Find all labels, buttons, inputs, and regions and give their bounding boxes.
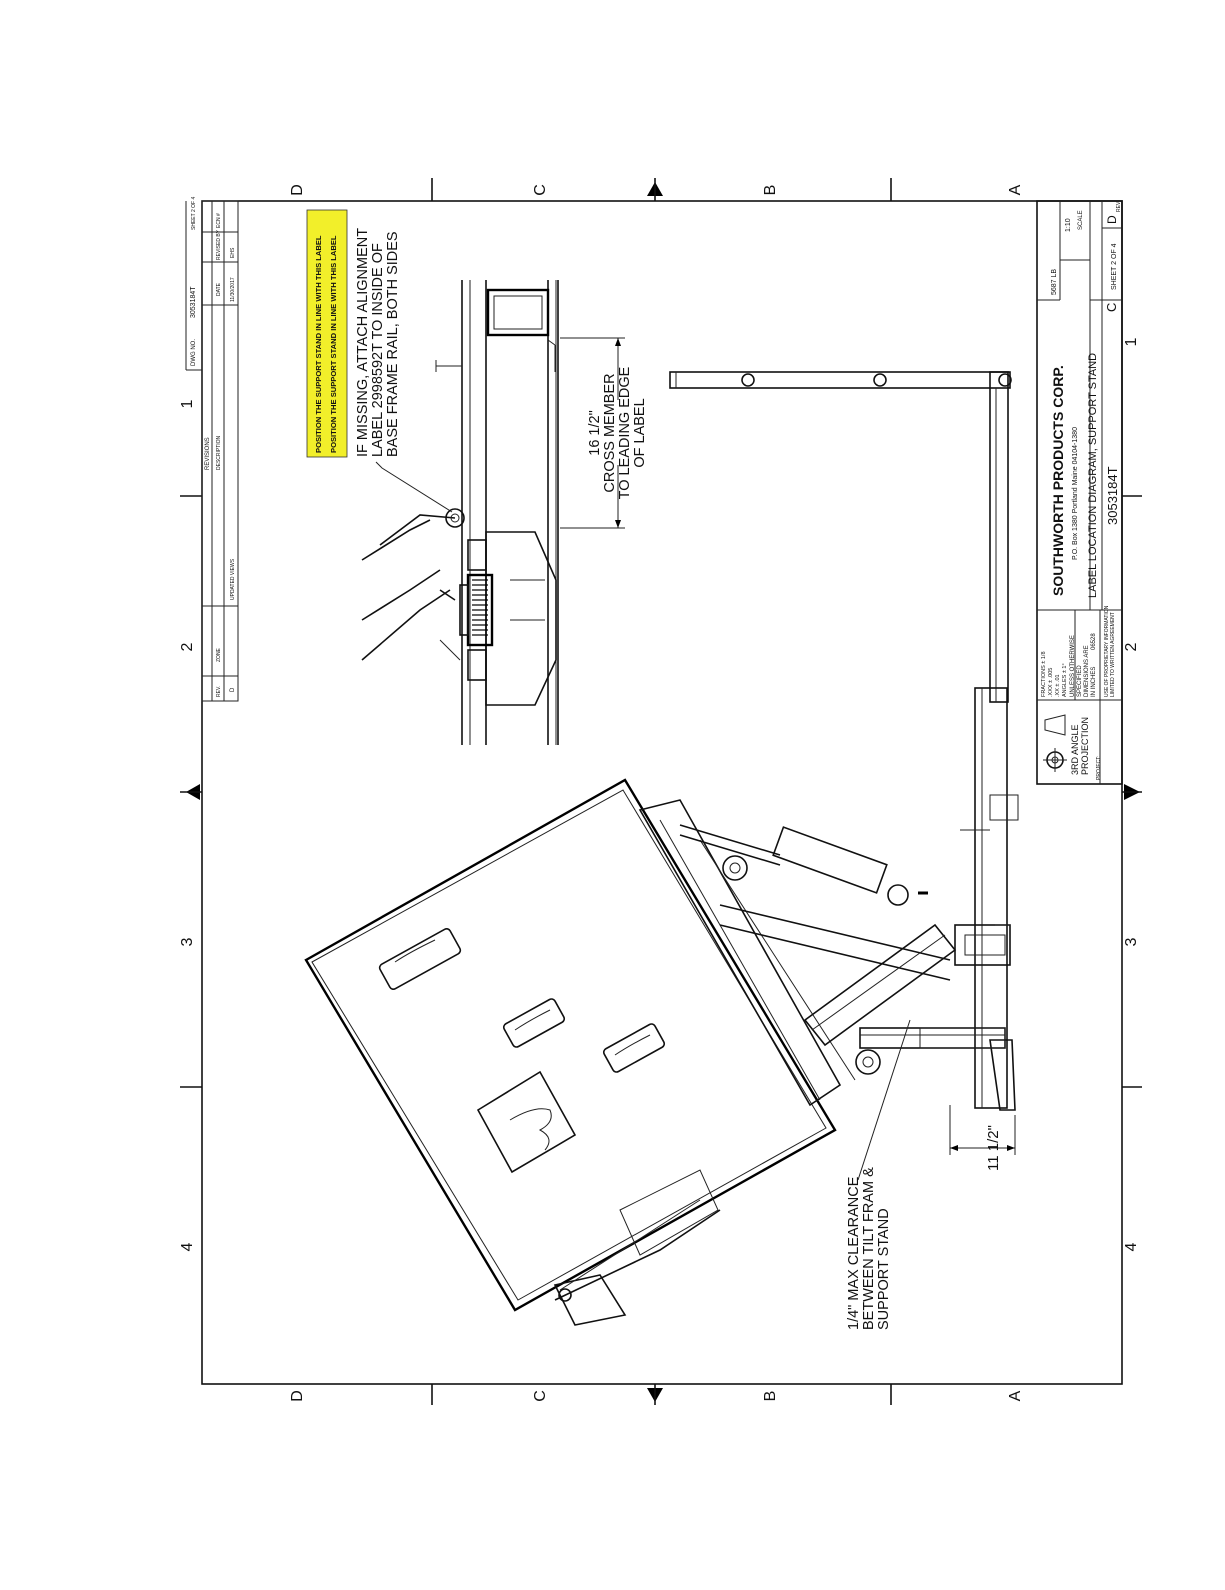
weight-value: 5687 LB [1051,268,1058,295]
company-name: SOUTHWORTH PRODUCTS CORP. [1050,365,1066,596]
units-note-2: SPECIFIED [1077,665,1083,697]
clearance-line2: BETWEEN TILT FRAM & [861,1167,877,1330]
label-tag-line2: POSITION THE SUPPORT STAND IN LINE WITH THIS LABEL [329,235,338,453]
code-value: 06528 [1091,633,1097,650]
scale-label: SCALE [1078,210,1084,230]
dwg-no-label: DWG NO. [191,339,197,366]
zone-col-right-4: 4 [1123,1242,1140,1252]
third-angle-projection-icon [1043,715,1067,772]
tolerance-xx: .XX ± .01 [1055,674,1061,697]
cross-member-line1: 16 1/2" [587,410,603,456]
units-note-1: UNLESS OTHERWISE [1070,635,1076,697]
projection-line1: 3RD ANGLE [1070,724,1080,775]
rev-row-revised-by: EHS [230,247,236,258]
rev-row-rev: D [230,687,236,692]
units-note-4: IN INCHES [1091,666,1097,697]
rev-col-description: DESCRIPTION [216,435,222,470]
rev-row-description: UPDATED VIEWS [230,558,236,600]
rev-col-zone: ZONE [216,648,222,662]
alignment-note-line1: IF MISSING, ATTACH ALIGNMENT [355,227,371,457]
zone-row-top-d: D [289,184,306,196]
zone-col-right-2: 2 [1123,642,1140,652]
drawing-number: 3053184T [1105,466,1120,525]
zone-row-top-a: A [1007,184,1024,196]
company-address: P.O. Box 1380 Portland Maine 04104-1380 [1072,427,1079,560]
drawing-title: LABEL LOCATION DIAGRAM, SUPPORT STAND [1087,352,1099,598]
zone-col-left-4: 4 [179,1242,196,1252]
alignment-label-tag [307,210,347,457]
rev-col-date: DATE [216,283,222,296]
cross-member-line2: CROSS MEMBER [602,373,618,493]
tolerance-xxx: .XXX ± .005 [1048,667,1054,697]
zone-row-top-b: B [762,184,779,196]
revision-block [186,197,238,701]
zone-row-bottom-d: D [289,1390,306,1402]
support-stand [670,372,1018,1110]
proprietary-1: USE OF PROPRIETARY INFORMATION [1104,605,1110,697]
rev-col-ecn: ECN # [216,213,222,228]
dwg-no-value: 3053184T [190,286,197,318]
cross-member-line4: OF LABEL [632,398,648,468]
project-label: PROJECT: [1096,755,1102,780]
sheet-tag: SHEET 2 OF 4 [191,196,197,230]
alignment-note [355,228,452,512]
dimension-11-5 [950,1105,1015,1171]
zone-col-left-3: 3 [179,937,196,947]
label-tag-line1: POSITION THE SUPPORT STAND IN LINE WITH THIS LABEL [314,235,323,453]
zone-row-bottom-b: B [762,1390,779,1402]
dimension-11-5-text: 11 1/2" [985,1125,1002,1171]
proprietary-2: LIMITED TO WRITTEN AGREEMENT [1110,612,1116,697]
revision-letter: D [1105,215,1119,224]
tolerance-angles: ANGLES ± 1° [1062,663,1068,697]
zone-col-left-2: 2 [179,642,196,652]
tolerance-fractions: FRACTIONS ± 1/8 [1041,651,1047,697]
zone-row-bottom-a: A [1007,1390,1024,1402]
zone-col-right-1: 1 [1123,337,1140,347]
alignment-note-line2: LABEL 2998592T TO INSIDE OF [370,243,386,457]
revision-label: REV [1116,201,1122,212]
clearance-line3: SUPPORT STAND [876,1208,892,1330]
sheet-size: C [1104,302,1119,312]
tilt-table [306,780,1010,1325]
rev-col-rev: REV. [216,685,222,697]
units-note-3: DIMENSIONS ARE [1084,645,1090,697]
zone-row-bottom-c: C [532,1390,549,1402]
clearance-note [846,1020,910,1330]
zone-col-right-3: 3 [1123,937,1140,947]
sheet-number: SHEET 2 OF 4 [1111,243,1118,290]
cross-member-dimension [587,366,648,499]
zone-col-left-1: 1 [179,399,196,409]
revisions-header: REVISIONS [205,437,211,470]
title-block [1037,201,1122,784]
cross-member-line3: TO LEADING EDGE [617,366,633,500]
rev-col-revised-by: REVISED BY [216,229,222,260]
scale-value: 1:10 [1065,218,1072,232]
zone-row-top-c: C [532,184,549,196]
alignment-note-line3: BASE FRAME RAIL, BOTH SIDES [385,231,401,457]
detail-view [362,280,625,745]
rev-row-date: 11/30/2017 [230,277,236,302]
projection-line2: PROJECTION [1080,716,1090,775]
handhold-cutouts [378,927,665,1172]
clearance-line1: 1/4" MAX CLEARANCE [846,1176,862,1330]
